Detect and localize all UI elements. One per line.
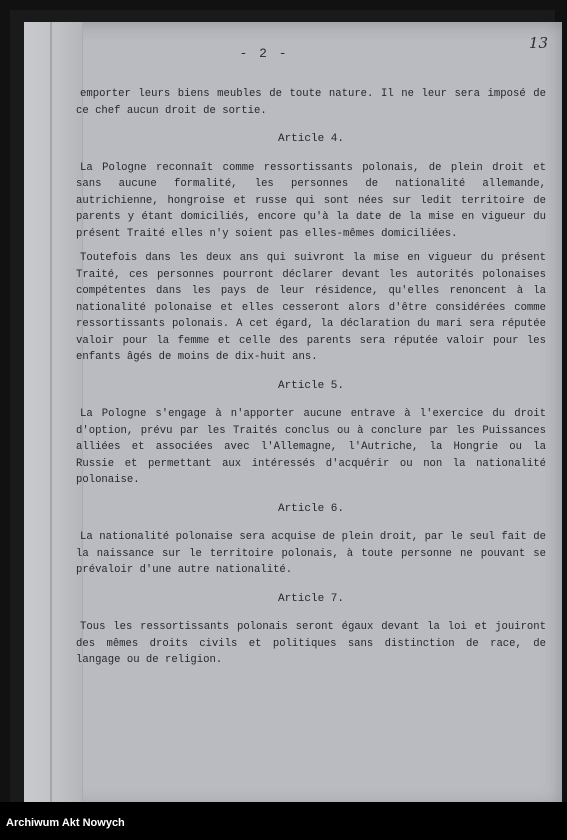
article-heading: Article 6. <box>277 502 344 515</box>
paragraph: Toutefois dans les deux ans qui suivront la mise en vigueur du présent Traité, ces personnes pourront déclarer devant les autorités polonaises compétentes dans les pays de leur résidence, qu'elles renoncent à la nationalité polonaise et elles cesseront alors d'être considérées comme ressortissants polonais. A cet égard, la déclaration du mari sera réputée valoir pour la femme et celle des parents sera réputée valoir pour les enfants âgés de moins de dix-huit ans. <box>76 252 546 363</box>
archive-label: Archiwum Akt Nowych <box>6 817 125 829</box>
paragraph: La Pologne s'engage à n'apporter aucune entrave à l'exercice du droit d'option, prévu par les Traités conclus ou à conclure par les Puissances alliées et associées avec l'Allemagne, l'Autriche, la Hongrie ou la Russie et permettant aux intéressés d'acquérir ou non la nationalité polonaise. <box>76 408 546 486</box>
binding-margin <box>24 22 83 808</box>
paragraph: Tous les ressortissants polonais seront égaux devant la loi et jouiront des mêmes droits civils et politiques sans distinction de race, de langage ou de religion. <box>76 621 546 666</box>
article-heading: Article 7. <box>277 592 344 605</box>
handwritten-folio-number: 13 <box>528 34 548 52</box>
page-edge-line <box>50 22 52 808</box>
scan-frame <box>10 10 555 802</box>
paragraph: La nationalité polonaise sera acquise de plein droit, par le seul fait de la naissance sur le territoire polonais, à toute personne ne pouvant se prévaloir d'une autre nationalité. <box>76 531 546 576</box>
typed-text-body <box>76 86 546 677</box>
paragraph: emporter leurs biens meubles de toute nature. Il ne leur sera imposé de ce chef aucun droit de sortie. <box>76 88 546 117</box>
article-heading: Article 5. <box>277 379 344 392</box>
page-number: - 2 - <box>239 46 289 61</box>
paragraph: La Pologne reconnaît comme ressortissants polonais, de plein droit et sans aucune formalité, les personnes de nationalité allemande, autrichienne, hongroise et russe qui sont nées sur ledit territoire de parents y étant domiciliés, encore qu'à la date de la mise en vigueur du présent Traité elles n'y soient pas elles-mêmes domiciliées. <box>76 161 546 240</box>
document-page <box>24 22 562 808</box>
article-heading: Article 4. <box>277 133 344 145</box>
